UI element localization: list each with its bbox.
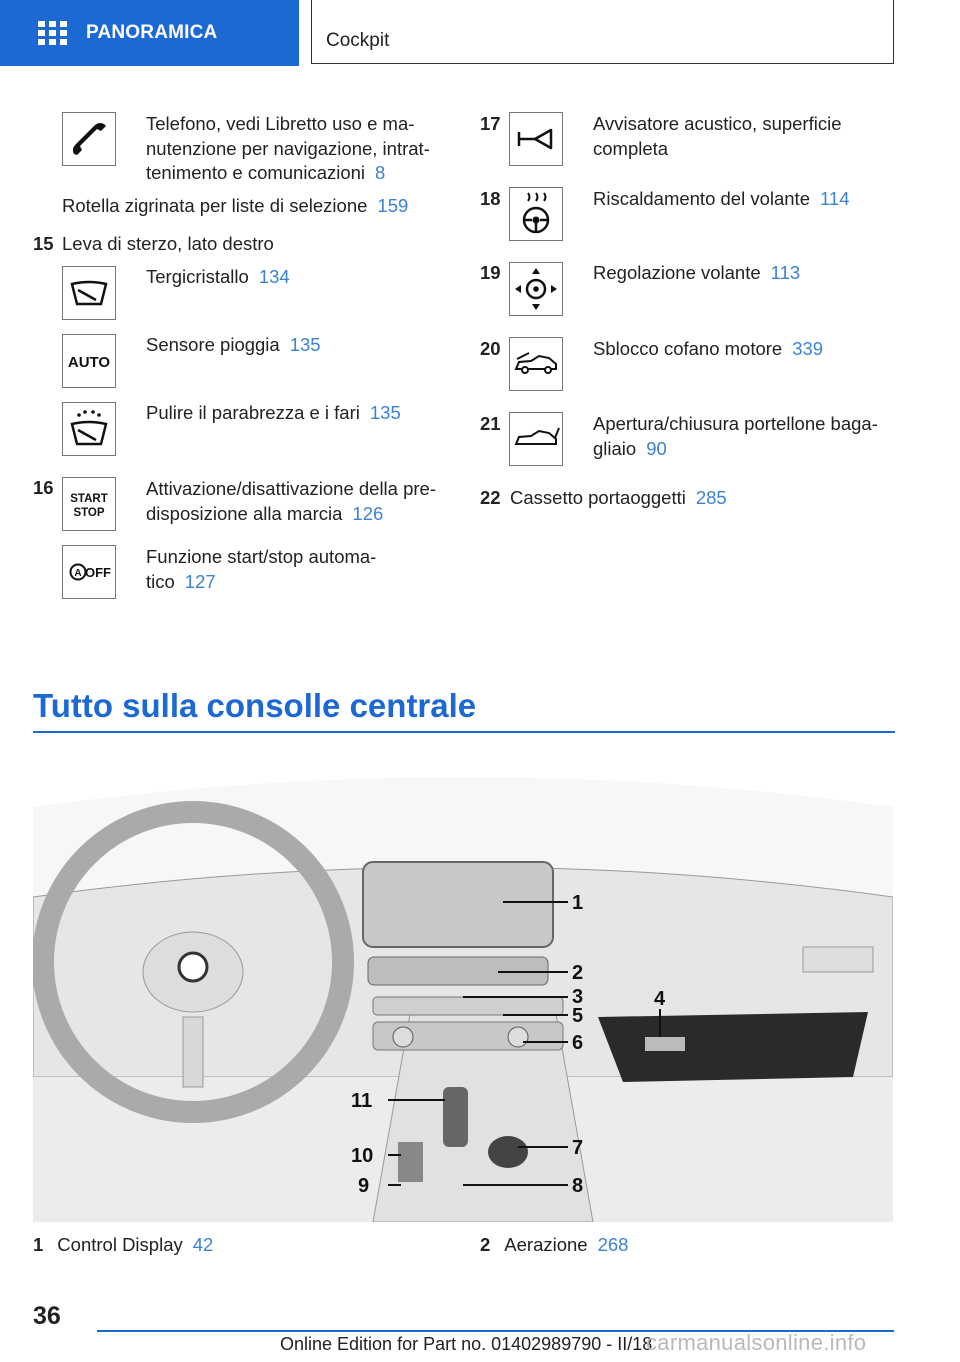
auto-start-stop-off-icon-box	[62, 545, 116, 599]
center-console-photo	[33, 747, 893, 1222]
svg-text:A: A	[74, 568, 82, 579]
callout-1: 1	[572, 892, 584, 914]
horn-icon	[511, 114, 561, 164]
auto-icon-box	[62, 334, 116, 388]
item-15-number: 15	[33, 233, 54, 254]
startstop-ref[interactable]: 127	[184, 570, 216, 592]
item-22-number: 22	[480, 487, 501, 508]
caption-1-text: Control Display	[57, 1234, 183, 1255]
item-22-entry	[510, 486, 727, 511]
rain-entry	[146, 333, 321, 358]
item-18-number: 18	[480, 188, 501, 209]
auto-icon-text: AUTO	[67, 354, 111, 371]
grid-icon	[38, 21, 68, 45]
caption-1	[33, 1234, 213, 1256]
hood-release-icon	[511, 339, 561, 389]
start-stop-icon-box	[62, 477, 116, 531]
header-tab-panoramica[interactable]	[0, 0, 299, 66]
item-15-text: Leva di sterzo, lato destro	[62, 233, 274, 254]
item-20-entry	[593, 337, 823, 362]
item-20-ref[interactable]: 339	[792, 338, 824, 359]
heated-steering-wheel-icon-box	[509, 187, 563, 241]
wash-ref[interactable]: 135	[369, 402, 401, 423]
washer-icon	[64, 404, 114, 454]
section-divider	[33, 731, 895, 733]
rain-text: Sensore pioggia	[146, 334, 280, 355]
item-18-ref[interactable]: 114	[820, 188, 850, 209]
start-stop-icon	[64, 479, 114, 529]
item-17-text: Avvisatore acustico, superficie completa	[593, 113, 842, 159]
item-19-ref[interactable]: 113	[770, 262, 801, 283]
item-21-ref[interactable]: 90	[646, 437, 667, 459]
caption-2-text: Aerazione	[504, 1234, 588, 1255]
phone-entry	[146, 112, 446, 186]
hood-release-icon-box	[509, 337, 563, 391]
caption-2-ref[interactable]: 268	[597, 1234, 629, 1255]
item-21-number: 21	[480, 413, 501, 434]
wiper-icon	[64, 268, 114, 318]
rain-ref[interactable]: 135	[289, 334, 321, 355]
footer-edition: Online Edition for Part no. 01402989790 - II/18	[280, 1334, 653, 1354]
item-16-number: 16	[33, 477, 54, 498]
wiper-text: Tergicristallo	[146, 266, 249, 287]
phone-ref[interactable]: 8	[375, 162, 386, 183]
item-17-number: 17	[480, 113, 501, 134]
wash-text: Pulire il parabrezza e i fari	[146, 402, 360, 423]
item-19-number: 19	[480, 262, 501, 283]
caption-1-number: 1	[33, 1234, 44, 1255]
callout-8: 8	[572, 1175, 584, 1197]
item-16-text: Attivazione/disattivazione della pre- disposizione alla marcia	[146, 478, 436, 524]
wheel-list-ref[interactable]: 159	[377, 195, 409, 216]
phone-text: Telefono, vedi Libretto uso e ma- nutenzione per navigazione, intrat- tenimento e comunicazioni	[146, 113, 430, 183]
washer-icon-box	[62, 402, 116, 456]
tailgate-icon	[511, 414, 561, 464]
steering-adjust-icon	[511, 264, 561, 314]
callout-10: 10	[351, 1145, 374, 1167]
header-tab-label: PANORAMICA	[86, 22, 218, 43]
startstop-entry	[146, 545, 446, 594]
item-22-ref[interactable]: 285	[695, 487, 727, 508]
callout-2: 2	[572, 962, 584, 984]
off-icon-text: OFF	[85, 565, 111, 580]
steering-adjust-icon-box	[509, 262, 563, 316]
wheel-list-entry	[62, 194, 408, 219]
callout-3: 3	[572, 986, 584, 1008]
callout-5: 5	[572, 1005, 584, 1027]
caption-1-ref[interactable]: 42	[192, 1234, 214, 1255]
startstop-text: Funzione start/stop automa- tico	[146, 546, 377, 592]
header-section-label: Cockpit	[326, 30, 390, 51]
auto-start-stop-off-icon	[64, 547, 114, 597]
phone-icon	[64, 114, 114, 164]
start-icon-text: START	[70, 493, 108, 505]
page-number: 36	[33, 1302, 61, 1330]
caption-2-number: 2	[480, 1234, 491, 1255]
item-19-text: Regolazione volante	[593, 262, 761, 283]
item-22-text: Cassetto portaoggetti	[510, 487, 686, 508]
callout-11: 11	[351, 1090, 373, 1112]
auto-icon	[64, 336, 114, 386]
dashboard-illustration	[33, 747, 893, 1222]
stop-icon-text: STOP	[73, 507, 105, 519]
watermark: carmanualsonline.info	[646, 1330, 867, 1355]
wiper-icon-box	[62, 266, 116, 320]
wheel-list-text: Rotella zigrinata per liste di selezione	[62, 195, 368, 216]
section-title: Tutto sulla consolle centrale	[33, 687, 477, 724]
item-18-entry	[593, 187, 850, 212]
wiper-ref[interactable]: 134	[258, 266, 290, 287]
item-20-text: Sblocco cofano motore	[593, 338, 783, 359]
callout-9: 9	[358, 1175, 370, 1197]
item-20-number: 20	[480, 338, 501, 359]
item-16-entry	[146, 477, 446, 526]
item-21-entry	[593, 412, 893, 461]
heated-steering-wheel-icon	[511, 189, 561, 239]
horn-icon-box	[509, 112, 563, 166]
phone-icon-box	[62, 112, 116, 166]
item-19-entry	[593, 261, 800, 286]
wiper-entry	[146, 265, 290, 290]
item-21-text: Apertura/chiusura portellone baga- gliaio	[593, 413, 878, 459]
callout-7: 7	[572, 1137, 584, 1159]
caption-2	[480, 1234, 628, 1256]
callout-4: 4	[654, 988, 666, 1010]
wash-entry	[146, 401, 401, 426]
header-section[interactable]	[311, 0, 894, 64]
tailgate-icon-box	[509, 412, 563, 466]
item-16-ref[interactable]: 126	[352, 502, 384, 524]
item-18-text: Riscaldamento del volante	[593, 188, 810, 209]
callout-6: 6	[572, 1032, 584, 1054]
